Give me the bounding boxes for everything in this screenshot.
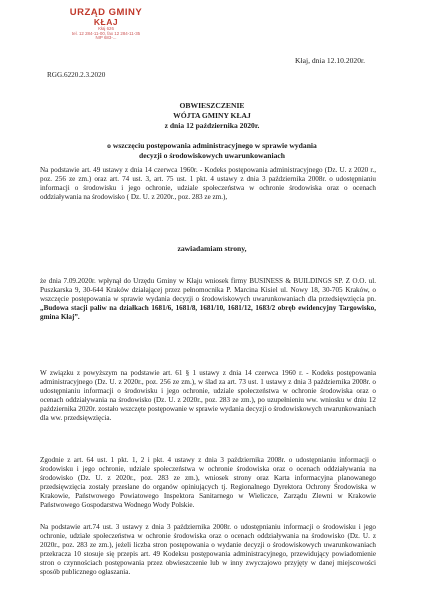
project-name: „Budowa stacji paliw na działkach 1681/6, 1681/8, 1681/10, 1681/12, 1683/2 obręb ewidencyjny Targowisko, gmina Kłaj”. xyxy=(40,303,376,321)
document-date: Kłaj, dnia 12.10.2020r. xyxy=(295,56,366,65)
stamp-line-3: Kłaj 626 xyxy=(98,25,114,31)
notification-paragraph: Na podstawie art.74 ust. 3 ustawy z dnia 3 października 2008r. o udostępnianiu informacji o środowisku i jego ochronie, udziale społeczeństwa w ochronie środowiska oraz o ocenach oddziaływania na środowisko (Dz. U. z 2020r., poz. 283 ze zm.), jeżeli liczba stron postępowania o wydanie decyzji o środowiskowych uwarunkowaniach przekracza 10 stosuje się przepis art. 49 Kodeksu postępowania administracyjnego, przewidujący powiadomienie stron o czynnościach postępowania przez obwieszczenie lub w inny zwyczajowo przyjęty w danej miejscowości sposób publicznego ogłaszania. xyxy=(40,523,376,576)
subject-line-2: decyzji o środowiskowych uwarunkowaniach xyxy=(138,151,286,160)
stamp-line-1: URZĄD GMINY xyxy=(69,7,143,18)
stamp-line-4: tel. 12 284-11-00, fax 12 284-11-35 xyxy=(71,30,141,36)
proceedings-paragraph: W związku z powyższym na podstawie art. 61 § 1 ustawy z dnia 14 czerwca 1960 r. - Kodeks postępowania administracyjnego (Dz. U. z 2020r., poz. 256 ze zm.), w ślad za art. 73 ust. 1 ustawy z dnia 3 października 2008r. o udostępnianiu informacji o środowisku i jego ochronie, udziale społeczeństwa w ochronie środowiska oraz o ocenach oddziaływania na środowisko (Dz. U. z 2020r., poz. 283 ze zm.), po uzupełnieniu ww. wniosku w dniu 12 października 2020r. zostało wszczęte postępowanie w sprawie wydania decyzji o środowiskowych uwarunkowaniach dla ww. przedsięwzięcia. xyxy=(40,369,376,422)
application-paragraph xyxy=(40,277,376,322)
subject-line-1: o wszczęciu postępowania administracyjnego w sprawie wydania xyxy=(107,141,317,150)
application-text: że dnia 7.09.2020r. wpłynął do Urzędu Gminy w Kłaju wniosek firmy BUSINESS & BUILDINGS SP. Z O.O. ul. Puszkarska 9, 30-644 Kraków działającej przez pełnomocnika P. Marcina Kisiel ul. Nowy 18, 30-705 Kraków, o wszczęcie postępowania w sprawie wydania decyzji o środowiskowych uwarunkowaniach dla przedsięwzięcia pn. xyxy=(40,277,376,303)
notice-date: z dnia 12 października 2020r. xyxy=(164,121,260,130)
reference-number: RGG.6220.2.3.2020 xyxy=(47,71,106,79)
office-stamp xyxy=(40,8,172,41)
stamp-line-2: KŁAJ xyxy=(93,16,119,27)
consultation-paragraph: Zgodnie z art. 64 ust. 1 pkt. 1, 2 i pkt. 4 ustawy z dnia 3 października 2008r. o udostępnianiu informacji o środowisku i jego ochronie, udziale społeczeństwa w ochronie środowiska oraz o ocenach oddziaływania na środowisko (Dz. U. z 2020r., poz. 283 ze zm.), wniosek strony oraz Karta informacyjna planowanego przedsięwzięcia zostały przesłane do organów opiniujących tj. Regionalnego Dyrektora Ochrony Środowiska w Krakowie, Państwowego Powiatowego Inspektora Sanitarnego w Wieliczce, Zarządu Zlewni w Krakowie Państwowego Gospodarstwa Wodnego Wody Polskie. xyxy=(40,456,376,509)
announcement-heading: zawiadamiam strony, xyxy=(177,244,247,253)
issuer-title: WÓJTA GMINY KŁAJ xyxy=(173,111,251,120)
legal-basis-paragraph: Na podstawie art. 49 ustawy z dnia 14 czerwca 1960r. - Kodeks postępowania administracyjnego (Dz. U. z 2020 r., poz. 256 ze zm.) oraz art. 74 ust. 3, art. 75 ust. 1 pkt. 4 ustawy z dnia 3 października 2008r. o udostępnianiu informacji o środowisku i jego ochronie, udziale społeczeństwa w ochronie środowiska oraz o ocenach oddziaływania na środowisko ( Dz. U. z 2020r., poz. 283 ze zm.), xyxy=(40,166,376,201)
notice-title: OBWIESZCZENIE xyxy=(179,101,245,110)
stamp-line-5: NIP 683-... xyxy=(95,35,117,41)
